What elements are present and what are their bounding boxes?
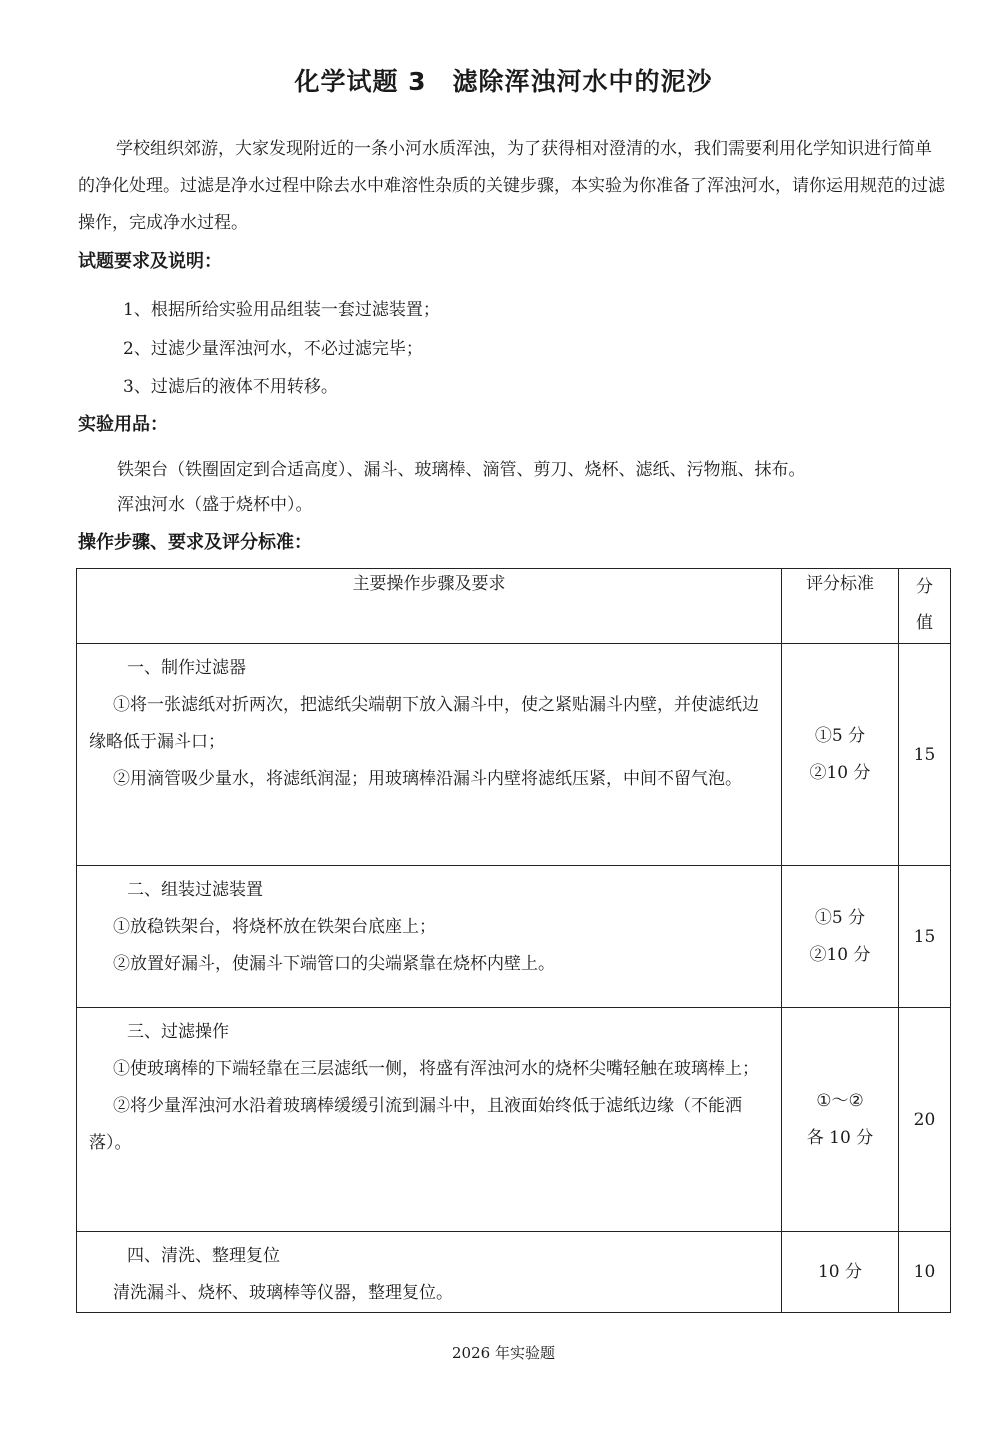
score-value: 10 [899, 1232, 951, 1313]
step-cell [77, 866, 782, 1008]
step-cell [77, 644, 782, 866]
step-item: ①使玻璃棒的下端轻靠在三层滤纸一侧，将盛有浑浊河水的烧杯尖嘴轻触在玻璃棒上； [113, 1059, 759, 1079]
standard-line: ②10 分 [809, 944, 871, 965]
step-cell [77, 1008, 782, 1232]
step-title: 三、过滤操作 [127, 1022, 229, 1042]
step-title: 一、制作过滤器 [127, 658, 246, 678]
standard-line: ①～② [816, 1090, 864, 1111]
score-value: 15 [899, 644, 951, 866]
requirement-item-2: 2、过滤少量浑浊河水，不必过滤完毕； [123, 339, 423, 359]
requirement-item-1: 1、根据所给实验用品组装一套过滤装置； [123, 300, 440, 320]
col-header-score-top: 分 [916, 577, 933, 597]
standard-line: ①5 分 [814, 725, 866, 746]
procedure-heading: 操作步骤、要求及评分标准： [78, 532, 312, 553]
col-header-score [899, 569, 951, 644]
step-title: 四、清洗、整理复位 [127, 1246, 280, 1266]
step-cell [77, 1232, 782, 1313]
score-value: 20 [899, 1008, 951, 1232]
table-row [77, 644, 951, 866]
standard-line: ②10 分 [809, 762, 871, 783]
standard-cell [782, 1232, 899, 1313]
requirements-heading: 试题要求及说明： [78, 251, 222, 272]
materials-line-2: 浑浊河水（盛于烧杯中）。 [117, 495, 313, 515]
col-header-score-bottom: 值 [916, 613, 933, 633]
step-item: ②用滴管吸少量水，将滤纸润湿；用玻璃棒沿漏斗内壁将滤纸压紧，中间不留气泡。 [113, 769, 742, 789]
standard-cell [782, 866, 899, 1008]
step-title: 二、组装过滤装置 [127, 880, 263, 900]
step-item: ②将少量浑浊河水沿着玻璃棒缓缓引流到漏斗中，且液面始终低于滤纸边缘（不能洒落）。 [89, 1096, 742, 1153]
step-item: ①放稳铁架台，将烧杯放在铁架台底座上； [113, 917, 436, 937]
standard-line: 10 分 [817, 1261, 863, 1282]
scoring-table [76, 568, 951, 1313]
intro-paragraph: 学校组织郊游，大家发现附近的一条小河水质浑浊，为了获得相对澄清的水，我们需要利用化学知识进行简单的净化处理。过滤是净水过程中除去水中难溶性杂质的关键步骤，本实验为你准备了浑浊河水，请你运用规范的过滤操作，完成净水过程。 [78, 139, 945, 233]
table-row [77, 866, 951, 1008]
table-row [77, 1008, 951, 1232]
page-title: 化学试题 3 滤除浑浊河水中的泥沙 [294, 67, 713, 96]
materials-line-1: 铁架台（铁圈固定到合适高度）、漏斗、玻璃棒、滴管、剪刀、烧杯、滤纸、污物瓶、抹布。 [117, 460, 806, 480]
col-header-standard: 评分标准 [782, 569, 899, 644]
standard-cell [782, 644, 899, 866]
col-header-steps: 主要操作步骤及要求 [77, 569, 782, 644]
step-item: 清洗漏斗、烧杯、玻璃棒等仪器，整理复位。 [113, 1283, 453, 1303]
table-header-row [77, 569, 951, 644]
step-item: ①将一张滤纸对折两次，把滤纸尖端朝下放入漏斗中，使之紧贴漏斗内壁，并使滤纸边缘略低于漏斗口； [89, 695, 759, 752]
page-footer: 2026 年实验题 [452, 1344, 555, 1362]
requirement-item-3: 3、过滤后的液体不用转移。 [123, 377, 338, 397]
standard-cell [782, 1008, 899, 1232]
standard-line: 各 10 分 [806, 1127, 874, 1148]
score-value: 15 [899, 866, 951, 1008]
step-item: ②放置好漏斗，使漏斗下端管口的尖端紧靠在烧杯内壁上。 [113, 954, 555, 974]
table-row [77, 1232, 951, 1313]
standard-line: ①5 分 [814, 907, 866, 928]
materials-heading: 实验用品： [78, 414, 168, 435]
